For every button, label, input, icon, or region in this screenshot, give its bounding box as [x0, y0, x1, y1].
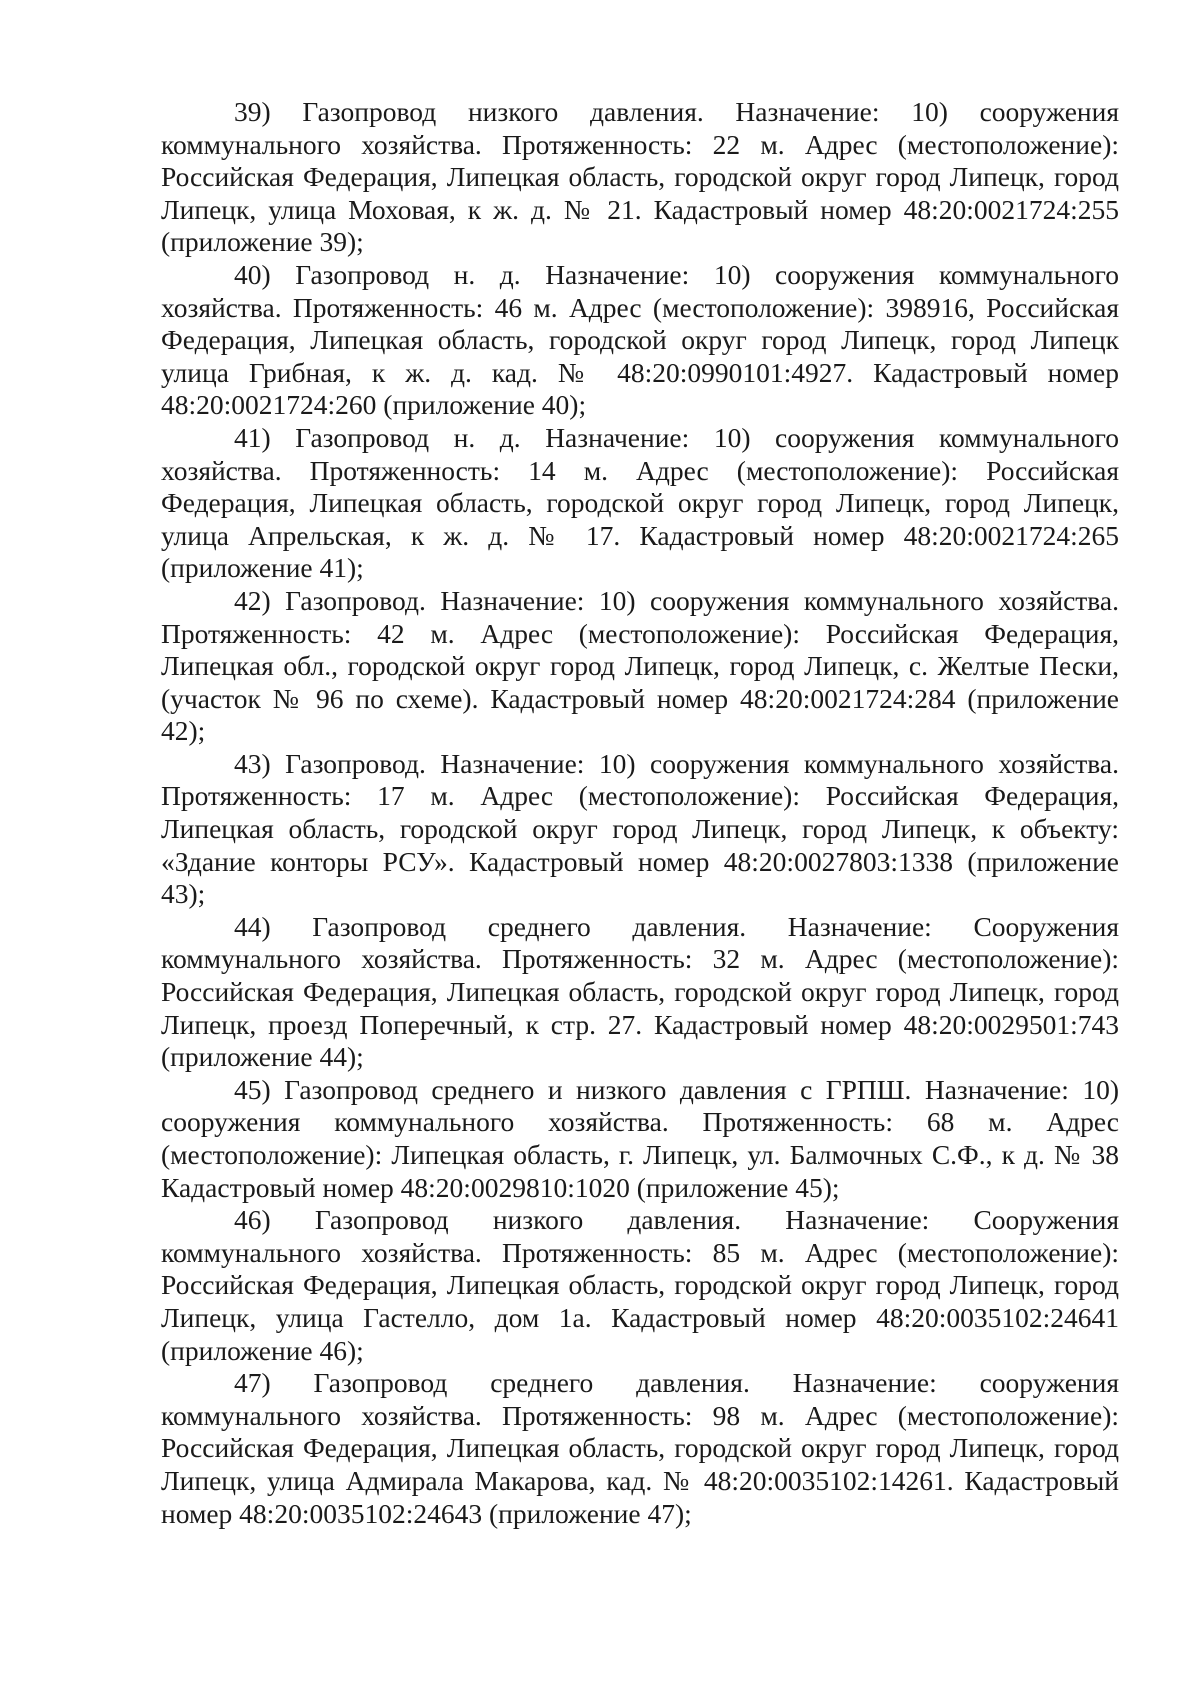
- list-item: [161, 1204, 1119, 1367]
- list-item: [161, 96, 1119, 259]
- item-number: 42): [234, 584, 271, 616]
- list-item: [161, 911, 1119, 1074]
- item-text: Газопровод среднего давления. Назначение: Сооружения коммунального хозяйства. Протяженность: 32 м. Адрес (местоположение): Российская Федерация, Липецкая область, городской округ город Липецк, город Липецк, проезд Поперечный, к стр. 27. Кадастровый номер 48:20:0029501:743 (приложение 44);: [161, 910, 1119, 1073]
- list-item: [161, 585, 1119, 748]
- item-number: 46): [234, 1204, 271, 1236]
- list-item: [161, 259, 1119, 422]
- item-text: Газопровод низкого давления. Назначение: 10) сооружения коммунального хозяйства. Протяженность: 22 м. Адрес (местоположение): Российская Федерация, Липецкая область, городской округ город Липецк, город Липецк, улица Моховая, к ж. д. № 21. Кадастровый номер 48:20:0021724:255 (приложение 39);: [161, 96, 1119, 258]
- list-item: [161, 1074, 1119, 1204]
- item-text: Газопровод среднего и низкого давления с ГРПШ. Назначение: 10) сооружения коммунального хозяйства. Протяженность: 68 м. Адрес (местоположение): Липецкая область, г. Липецк, ул. Балмочных С.Ф., к д. № 38 Кадастровый номер 48:20:0029810:1020 (приложение 45);: [161, 1073, 1119, 1203]
- item-text: Газопровод низкого давления. Назначение: Сооружения коммунального хозяйства. Протяженность: 85 м. Адрес (местоположение): Российская Федерация, Липецкая область, городской округ город Липецк, город Липецк, улица Гастелло, дом 1а. Кадастровый номер 48:20:0035102:24641 (приложение 46);: [161, 1204, 1119, 1366]
- item-text: Газопровод среднего давления. Назначение: сооружения коммунального хозяйства. Протяженность: 98 м. Адрес (местоположение): Российская Федерация, Липецкая область, городской округ город Липецк, город Липецк, улица Адмирала Макарова, кад. № 48:20:0035102:14261. Кадастровый номер 48:20:0035102:24643 (приложение 47);: [161, 1367, 1120, 1529]
- item-text: Газопровод н. д. Назначение: 10) сооружения коммунального хозяйства. Протяженность: 14 м. Адрес (местоположение): Российская Федерация, Липецкая область, городской округ город Липецк, город Липецк, улица Апрельская, к ж. д. № 17. Кадастровый номер 48:20:0021724:265 (приложение 41);: [161, 421, 1119, 584]
- item-number: 47): [234, 1367, 271, 1399]
- item-number: 45): [234, 1073, 271, 1105]
- document-body: [161, 96, 1119, 1530]
- item-number: 41): [234, 421, 271, 453]
- item-text: Газопровод н. д. Назначение: 10) сооружения коммунального хозяйства. Протяженность: 46 м. Адрес (местоположение): 398916, Российская Федерация, Липецкая область, городской округ город Липецк, город Липецк улица Грибная, к ж. д. кад. № 48:20:0990101:4927. Кадастровый номер 48:20:0021724:260 (приложение 40);: [161, 258, 1119, 421]
- item-text: Газопровод. Назначение: 10) сооружения коммунального хозяйства. Протяженность: 42 м. Адрес (местоположение): Российская Федерация, Липецкая обл., городской округ город Липецк, город Липецк, с. Желтые Пески, (участок № 96 по схеме). Кадастровый номер 48:20:0021724:284 (приложение 42);: [161, 584, 1119, 747]
- list-item: [161, 748, 1119, 911]
- item-number: 40): [234, 258, 271, 290]
- item-number: 43): [234, 747, 271, 779]
- item-number: 44): [234, 910, 271, 942]
- item-number: 39): [234, 96, 271, 127]
- list-item: [161, 422, 1119, 585]
- list-item: [161, 1367, 1119, 1530]
- item-text: Газопровод. Назначение: 10) сооружения коммунального хозяйства. Протяженность: 17 м. Адрес (местоположение): Российская Федерация, Липецкая область, городской округ город Липецк, город Липецк, к объекту: «Здание конторы РСУ». Кадастровый номер 48:20:0027803:1338 (приложение 43);: [161, 747, 1119, 910]
